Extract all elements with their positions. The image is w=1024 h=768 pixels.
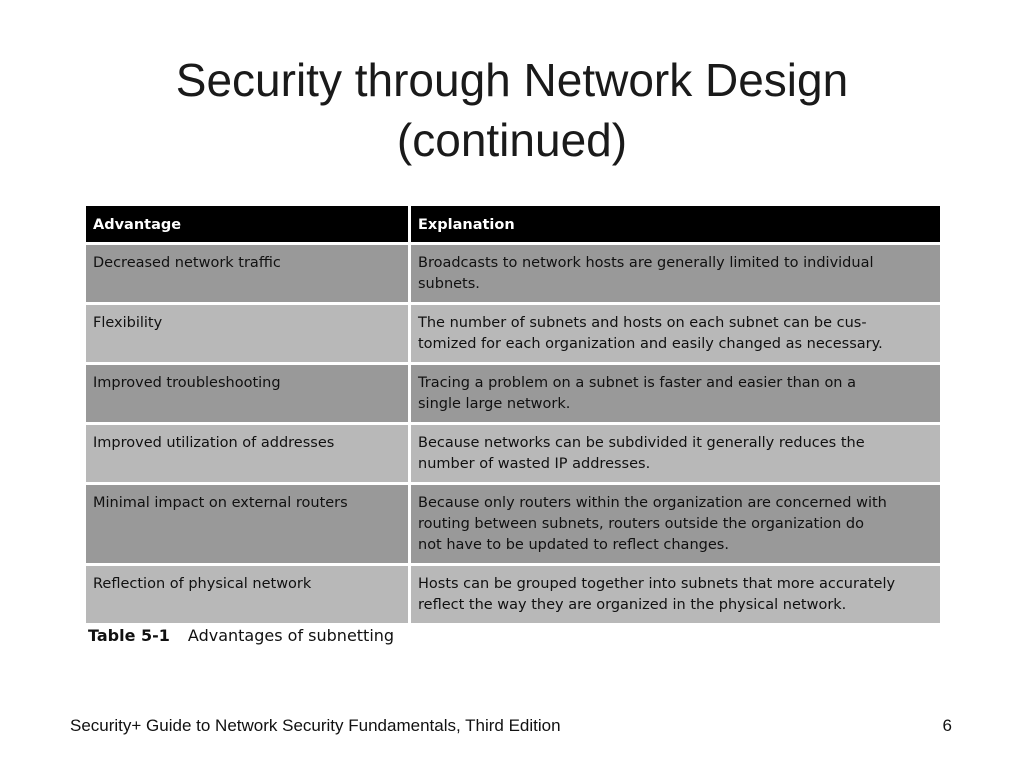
- explanation-line: Hosts can be grouped together into subnets that more accurately: [418, 576, 896, 592]
- cell-advantage: Reflection of physical network: [86, 566, 408, 623]
- advantages-table: [83, 203, 943, 626]
- explanation-line: Because only routers within the organization are concerned with: [418, 495, 887, 511]
- cell-advantage: Improved troubleshooting: [86, 365, 408, 422]
- caption-label: Table 5-1: [88, 626, 170, 645]
- page-number: 6: [942, 716, 952, 735]
- table-row: [86, 566, 940, 623]
- cell-advantage: Minimal impact on external routers: [86, 485, 408, 563]
- explanation-line: routing between subnets, routers outside the organization do: [418, 516, 864, 532]
- table-row: [86, 365, 940, 422]
- cell-explanation: [411, 485, 940, 563]
- advantages-table-container: [86, 206, 940, 626]
- explanation-line: subnets.: [418, 276, 480, 292]
- table-row: [86, 485, 940, 563]
- explanation-line: Because networks can be subdivided it generally reduces the: [418, 435, 865, 451]
- explanation-line: The number of subnets and hosts on each subnet can be cus-: [418, 315, 867, 331]
- table-header-row: [86, 206, 940, 242]
- table-row: [86, 425, 940, 482]
- cell-explanation: [411, 566, 940, 623]
- table-row: [86, 245, 940, 302]
- cell-advantage: Decreased network traffic: [86, 245, 408, 302]
- cell-explanation: [411, 245, 940, 302]
- explanation-line: reflect the way they are organized in the physical network.: [418, 597, 847, 613]
- table-row: [86, 305, 940, 362]
- cell-explanation: [411, 305, 940, 362]
- explanation-line: Broadcasts to network hosts are generally limited to individual: [418, 255, 874, 271]
- title-line-2: (continued): [396, 114, 628, 166]
- cell-explanation: [411, 365, 940, 422]
- title-line-1: Security through Network Design: [175, 54, 849, 106]
- cell-explanation: [411, 425, 940, 482]
- cell-advantage: Improved utilization of addresses: [86, 425, 408, 482]
- slide-footer: Security+ Guide to Network Security Fundamentals, Third Edition: [70, 716, 561, 735]
- explanation-line: not have to be updated to reflect changes.: [418, 537, 729, 553]
- header-explanation: Explanation: [411, 206, 940, 242]
- explanation-line: number of wasted IP addresses.: [418, 456, 651, 472]
- explanation-line: single large network.: [418, 396, 571, 412]
- explanation-line: Tracing a problem on a subnet is faster and easier than on a: [418, 375, 856, 391]
- caption-text: Advantages of subnetting: [187, 626, 395, 645]
- header-advantage: Advantage: [86, 206, 408, 242]
- slide-title: [0, 50, 1024, 170]
- table-caption: [88, 626, 394, 645]
- cell-advantage: Flexibility: [86, 305, 408, 362]
- explanation-line: tomized for each organization and easily changed as necessary.: [418, 336, 883, 352]
